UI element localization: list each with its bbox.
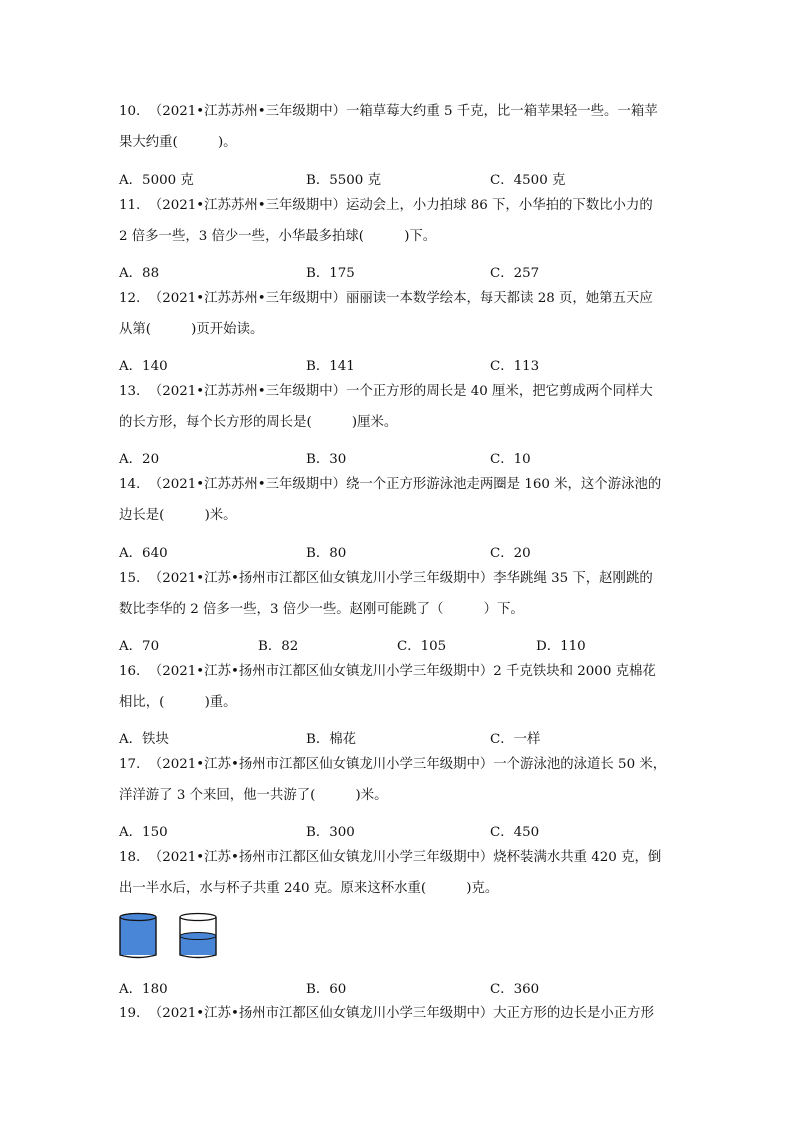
question-12-line-1: 12. （2021•江苏苏州•三年级期中）丽丽读一本数学绘本，每天都读 28 页，她第五天应 [119, 291, 653, 306]
beaker-full [120, 914, 156, 958]
question-11-line-1: 11. （2021•江苏苏州•三年级期中）运动会上，小力拍球 86 下，小华拍的下数比小力的 [119, 198, 653, 213]
question-13-option-b: B．30 [306, 452, 347, 467]
question-16-option-c: C．一样 [490, 732, 541, 747]
question-17-option-a: A．150 [119, 825, 168, 840]
beaker-figure [119, 912, 229, 960]
question-13-option-c: C．10 [490, 452, 531, 467]
question-15-option-b: B．82 [258, 639, 299, 654]
question-16-line-1: 16. （2021•江苏•扬州市江都区仙女镇龙川小学三年级期中）2 千克铁块和 2000 克棉花 [119, 664, 656, 679]
beaker-half [180, 914, 216, 958]
question-10-option-b: B．5500 克 [306, 173, 381, 188]
question-12-option-c: C．113 [490, 359, 540, 374]
question-11-option-a: A．88 [119, 266, 160, 281]
question-19-line-1: 19. （2021•江苏•扬州市江都区仙女镇龙川小学三年级期中）大正方形的边长是小正方形 [119, 1006, 654, 1021]
question-18-line-1: 18. （2021•江苏•扬州市江都区仙女镇龙川小学三年级期中）烧杯装满水共重 420 克，倒 [119, 850, 662, 865]
question-16-option-a: A．铁块 [119, 732, 169, 747]
question-14-line-1: 14. （2021•江苏苏州•三年级期中）绕一个正方形游泳池走两圈是 160 米，这个游泳池的 [119, 477, 662, 492]
question-10-line-2: 果大约重( )。 [119, 135, 237, 150]
question-12-option-b: B．141 [306, 359, 355, 374]
question-15-option-d: D．110 [536, 639, 586, 654]
question-10-option-c: C．4500 克 [490, 173, 566, 188]
question-13-option-a: A．20 [119, 452, 160, 467]
question-18-option-a: A．180 [119, 982, 168, 997]
question-11-option-b: B．175 [306, 266, 355, 281]
question-11-line-2: 2 倍多一些，3 倍少一些，小华最多拍球( )下。 [119, 229, 437, 244]
question-16-line-2: 相比，( )重。 [119, 695, 237, 710]
question-14-line-2: 边长是( )米。 [119, 508, 237, 523]
question-18-option-b: B．60 [306, 982, 347, 997]
question-14-option-a: A．640 [119, 546, 168, 561]
question-12-line-2: 从第( )页开始读。 [119, 322, 264, 337]
question-17-line-1: 17. （2021•江苏•扬州市江都区仙女镇龙川小学三年级期中）一个游泳池的泳道长 50 米， [119, 757, 667, 772]
question-17-option-b: B．300 [306, 825, 355, 840]
question-15-option-a: A．70 [119, 639, 160, 654]
question-10-line-1: 10. （2021•江苏苏州•三年级期中）一箱草莓大约重 5 千克，比一箱苹果轻一些。一箱苹 [119, 104, 658, 119]
question-18-line-2: 出一半水后，水与杯子共重 240 克。原来这杯水重( )克。 [119, 881, 499, 896]
question-17-line-2: 洋洋游了 3 个来回，他一共游了( )米。 [119, 788, 388, 803]
question-17-option-c: C．450 [490, 825, 540, 840]
question-16-option-b: B．棉花 [306, 732, 357, 747]
question-12-option-a: A．140 [119, 359, 168, 374]
question-15-line-2: 数比李华的 2 倍多一些，3 倍少一些。赵刚可能跳了（ ）下。 [119, 602, 524, 617]
question-14-option-b: B．80 [306, 546, 347, 561]
question-13-line-1: 13. （2021•江苏苏州•三年级期中）一个正方形的周长是 40 厘米，把它剪成两个同样大 [119, 384, 653, 399]
question-10-option-a: A．5000 克 [119, 173, 194, 188]
question-15-line-1: 15. （2021•江苏•扬州市江都区仙女镇龙川小学三年级期中）李华跳绳 35 下，赵刚跳的 [119, 571, 653, 586]
question-15-option-c: C．105 [397, 639, 447, 654]
question-18-option-c: C．360 [490, 982, 540, 997]
question-14-option-c: C．20 [490, 546, 531, 561]
question-11-option-c: C．257 [490, 266, 540, 281]
question-13-line-2: 的长方形，每个长方形的周长是( )厘米。 [119, 415, 398, 430]
